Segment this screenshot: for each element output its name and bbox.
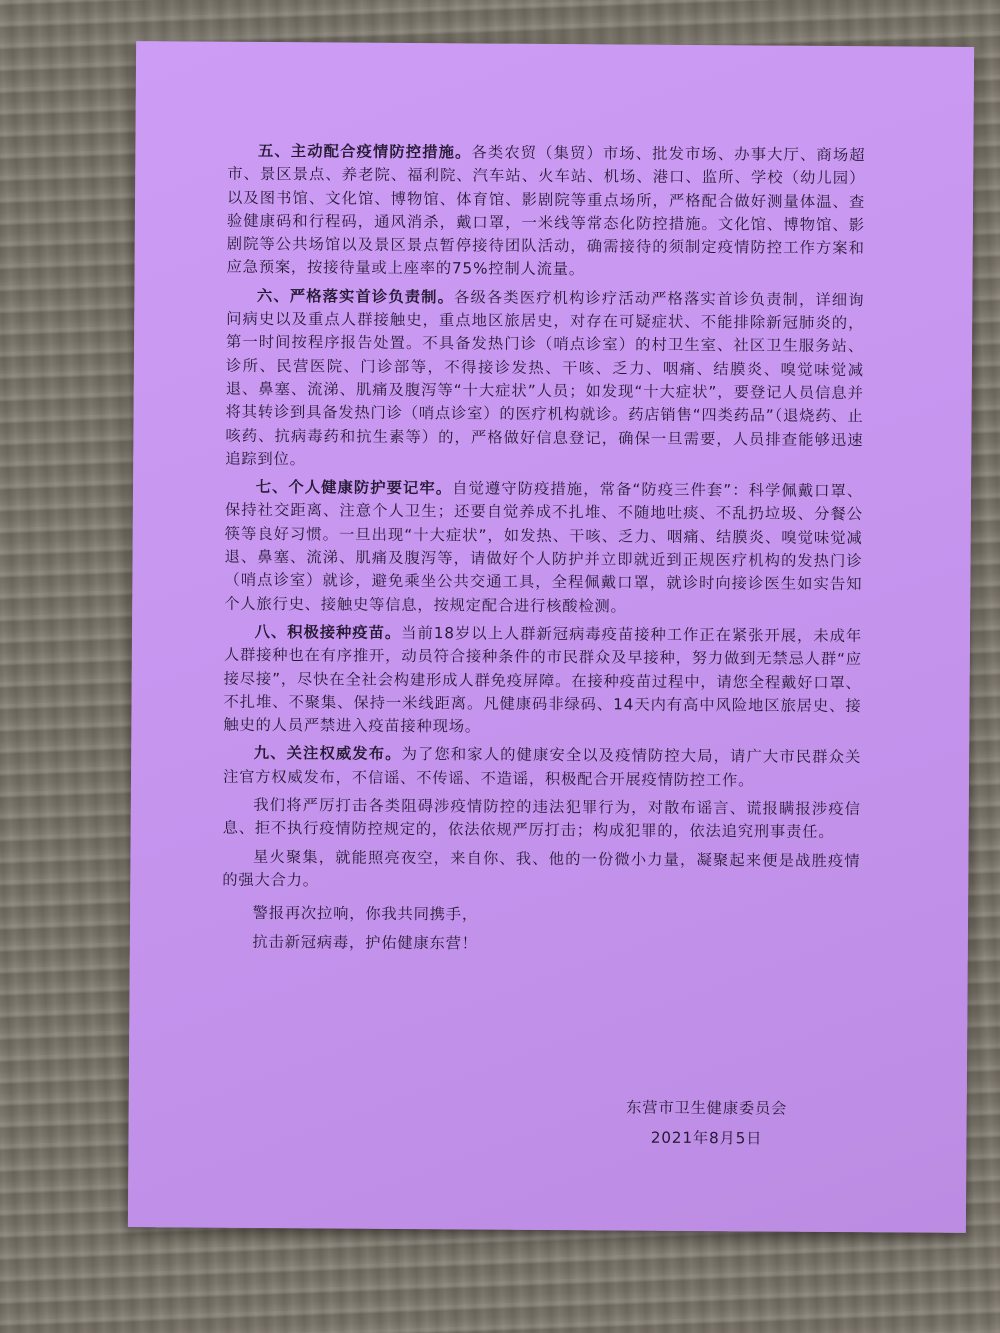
section-text: 各级各类医疗机构诊疗活动严格落实首诊负责制，详细询问病史以及重点人群接触史，重点地区旅居史，对存在可疑症状、不能排除新冠肺炎的，第一时间按程序报告处置。不具备发热门诊（哨点诊室）的村卫生室、社区卫生服务站、诊所、民营医院、门诊部等，不得接诊发热、干咳、乏力、咽痛、结膜炎、嗅觉味觉减退、鼻塞、流涕、肌痛及腹泻等“十大症状”人员；如发现“十大症状”，要登记人员信息并将其转诊到具备发热门诊（哨点诊室）的医疗机构就诊。药店销售“四类药品”（退烧药、止咳药、抗病毒药和抗生素等）的，严格做好信息登记，确保一旦需要，人员排查能够迅速追踪到位。 [225, 288, 865, 469]
notice-body [222, 140, 866, 958]
closing-paragraph-1: 我们将严厉打击各类阻碍涉疫情防控的违法犯罪行为，对散布谣言、谎报瞒报涉疫信息、拒不执行疫情防控规定的，依法依规严厉打击；构成犯罪的，依法追究刑事责任。 [222, 795, 861, 842]
section-text: 各类农贸（集贸）市场、批发市场、办事大厅、商场超市、景区景点、养老院、福利院、汽车站、火车站、机场、港口、监所、学校（幼儿园）以及图书馆、文化馆、博物馆、体育馆、影剧院等重点场所，严格配合做好测量体温、查验健康码和行程码，通风消杀，戴口罩，一米线等常态化防控措施。文化馆、博物馆、影剧院等公共场馆以及景区景点暂停接待团队活动，确需接待的须制定疫情防控工作方案和应急预案，按接待量或上座率的75%控制人流量。 [226, 143, 866, 279]
slogan-line-2: 抗击新冠病毒，护佑健康东营！ [252, 932, 478, 952]
section-8 [223, 621, 862, 742]
section-7 [224, 476, 863, 620]
section-6 [225, 285, 864, 476]
section-heading: 七、个人健康防护要记牢。 [255, 478, 453, 498]
section-heading: 六、严格落实首诊负责制。 [256, 286, 455, 307]
section-text: 当前18岁以上人群新冠病毒疫苗接种工作正在紧张开展，未成年人群接种也在有序推开，动员符合接种条件的市民群众及早接种，努力做到无禁忌人群“应接尽接”，尽快在全社会构建形成人群免疫屏障。在接种疫苗过程中，请您全程戴好口罩、不扎堆、不聚集、保持一米线距离。凡健康码非绿码、14天内有高中风险地区旅居史、接触史的人员严禁进入疫苗接种现场。 [223, 623, 863, 736]
section-5 [226, 140, 865, 284]
slogan-line-1: 警报再次拉响，你我共同携手， [252, 904, 479, 924]
section-text: 自觉遵守防疫措施，常备“防疫三件套”：科学佩戴口罩、保持社交距离、注意个人卫生；还要自觉养成不扎堆、不随地吐痰、不乱扔垃圾、分餐公筷等良好习惯。一旦出现“十大症状”，如发热、干咳、乏力、咽痛、结膜炎、嗅觉味觉减退、鼻塞、流涕、肌痛及腹泻等，请做好个人防护并立即就近到正规医疗机构的发热门诊（哨点诊室）就诊，避免乘坐公共交通工具，全程佩戴口罩，就诊时向接诊医生如实告知个人旅行史、接触史等信息，按规定配合进行核酸检测。 [224, 479, 864, 616]
section-heading: 九、关注权威发布。 [253, 744, 402, 764]
section-9 [223, 742, 861, 793]
issue-date: 2021年8月5日 [650, 1128, 763, 1148]
section-heading: 五、主动配合疫情防控措施。 [257, 141, 472, 162]
issuer-name: 东营市卫生健康委员会 [626, 1098, 788, 1118]
closing-paragraph-2: 星火聚集，就能照亮夜空，来自你、我、他的一份微小力量，凝聚起来便是战胜疫情的强大合力。 [222, 847, 861, 890]
signature-block [596, 1092, 816, 1154]
section-heading: 八、积极接种疫苗。 [254, 622, 402, 642]
notice-paper [128, 41, 974, 1233]
section-text: 为了您和家人的健康安全以及疫情防控大局，请广大市民群众关注官方权威发布，不信谣、不传谣、不造谣，积极配合开展疫情防控工作。 [222, 745, 862, 790]
